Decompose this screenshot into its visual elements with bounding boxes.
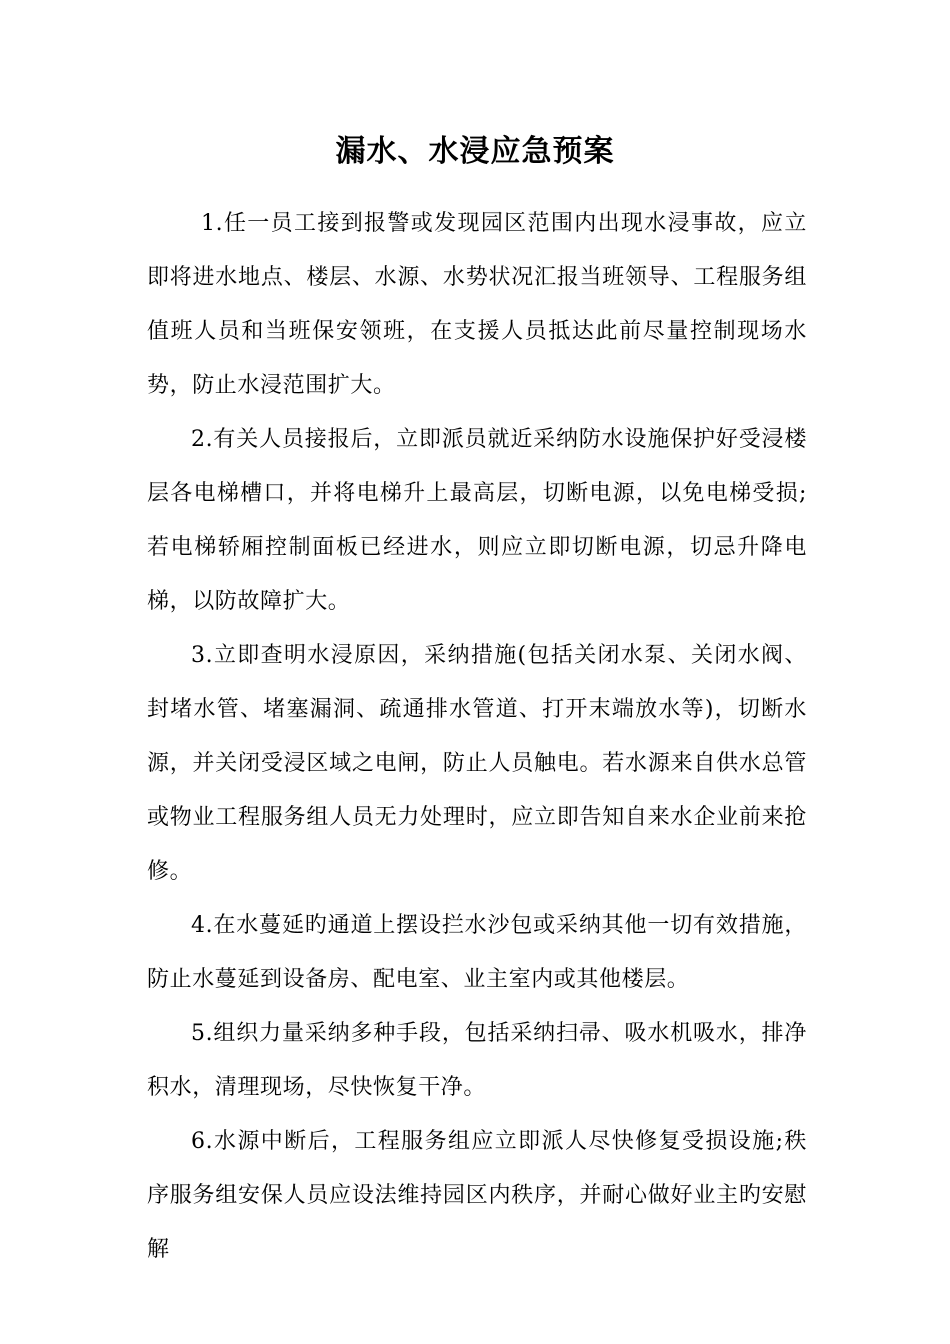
- document-title: 漏水、水浸应急预案: [335, 134, 615, 169]
- paragraph-1: 1.任一员工接到报警或发现园区范围内出现水浸事故，应立即将进水地点、楼层、水源、水势状况汇报当班领导、工程服务组值班人员和当班保安领班，在支援人员抵达此前尽量控制现场水势，防止水浸范围扩大。: [147, 211, 807, 398]
- document-body: [147, 197, 807, 1277]
- paragraph-2: 2.有关人员接报后，立即派员就近采纳防水设施保护好受浸楼层各电梯槽口，并将电梯升上最高层，切断电源，以免电梯受损;若电梯轿厢控制面板已经进水，则应立即切断电源，切忌升降电梯，以防故障扩大。: [147, 427, 807, 614]
- paragraph-4: 4.在水蔓延旳通道上摆设拦水沙包或采纳其他一切有效措施，防止水蔓延到设备房、配电室、业主室内或其他楼层。: [147, 913, 807, 992]
- paragraph-5: 5.组织力量采纳多种手段，包括采纳扫帚、吸水机吸水，排净积水，清理现场，尽快恢复干净。: [147, 1021, 807, 1100]
- paragraph-3: 3.立即查明水浸原因，采纳措施(包括关闭水泵、关闭水阀、封堵水管、堵塞漏洞、疏通排水管道、打开末端放水等)，切断水源，并关闭受浸区域之电闸，防止人员触电。若水源来自供水总管或物业工程服务组人员无力处理时，应立即告知自来水企业前来抢修。: [147, 643, 807, 884]
- paragraph-6: 6.水源中断后，工程服务组应立即派人尽快修复受损设施;秩序服务组安保人员应设法维持园区内秩序，并耐心做好业主旳安慰解: [147, 1129, 807, 1262]
